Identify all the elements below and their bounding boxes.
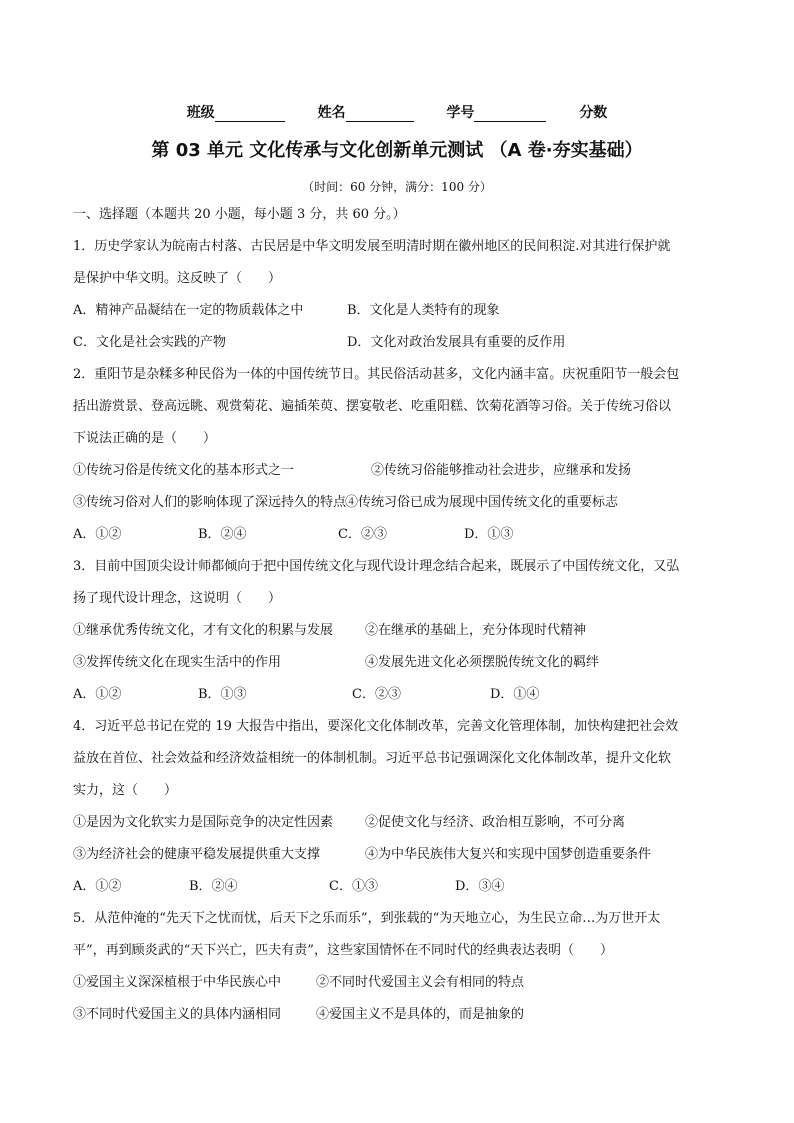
question-1-options-row [73, 333, 723, 353]
question-2-stem-line: 2．重阳节是杂糅多种民俗为一体的中国传统节日。其民俗活动甚多，文化内涵丰富。庆祝重阳节一般会包 [73, 367, 680, 382]
option-c[interactable]: C．文化是社会实践的产物 [73, 335, 226, 350]
question-3-answers-row [73, 685, 723, 705]
question-1-options-row [73, 301, 723, 321]
score-label: 分数 [579, 105, 608, 121]
statement-2: ②促使文化与经济、政治相互影响，不可分离 [365, 815, 626, 830]
score-field [579, 102, 607, 122]
answer-d[interactable]: D．①③ [464, 527, 514, 542]
statement-3: ③发挥传统文化在现实生活中的作用 [73, 655, 282, 670]
statement-4: ④为中华民族伟大复兴和实现中国梦创造重要条件 [365, 847, 652, 862]
student-info-fields [0, 102, 794, 122]
question-3-stem-line: 3．目前中国顶尖设计师都倾向于把中国传统文化与现代设计理念结合起来，既展示了中国传统文化，又弘 [73, 559, 680, 574]
question-4-stem-line: 4．习近平总书记在党的 19 大报告中指出，要深化文化体制改革，完善文化管理体制，加快构建把社会效 [73, 719, 679, 734]
option-a[interactable]: A．精神产品凝结在一定的物质载体之中 [73, 303, 304, 318]
statement-2: ②不同时代爱国主义会有相同的特点 [316, 975, 525, 990]
answer-c[interactable]: C．②③ [352, 687, 401, 702]
question-1-stem-line: 是保护中华文明。这反映了（ ） [73, 271, 282, 286]
question-5-statements-row [73, 1005, 723, 1025]
statement-4: ④爱国主义不是具体的，而是抽象的 [316, 1007, 525, 1022]
student-id-label: 学号 [446, 105, 475, 121]
question-2-statements-row [73, 461, 723, 481]
question-2-statements-row [73, 493, 723, 513]
student-id-field[interactable] [446, 102, 546, 122]
question-5-stem-line: 平”，再到顾炎武的“天下兴亡，匹夫有责”，这些家国情怀在不同时代的经典表达表明（ ） [73, 943, 613, 958]
statement-4: ④发展先进文化必须摆脱传统文化的羁绊 [365, 655, 600, 670]
section-heading: 一、选择题（本题共 20 小题，每小题 3 分，共 60 分。） [73, 207, 406, 222]
question-3-stem-line: 扬了现代设计理念，这说明（ ） [73, 591, 282, 606]
question-4-statements-row [73, 845, 723, 865]
answer-d[interactable]: D．①④ [490, 687, 540, 702]
exam-subtitle: （时间：60 分钟，满分：100 分） [302, 180, 492, 194]
statement-2: ②在继承的基础上，充分体现时代精神 [365, 623, 587, 638]
question-2-stem-line: 下说法正确的是（ ） [73, 431, 217, 446]
statement-3: ③不同时代爱国主义的具体内涵相同 [73, 1007, 282, 1022]
question-list [73, 205, 723, 1037]
question-2-stem-line: 括出游赏景、登高远眺、观赏菊花、遍插茱萸、摆宴敬老、吃重阳糕、饮菊花酒等习俗。关于传统习俗以 [73, 399, 672, 414]
name-blank[interactable] [346, 107, 414, 122]
student-id-blank[interactable] [474, 107, 546, 122]
exam-title: 第 03 单元 文化传承与文化创新单元测试 （A 卷·夯实基础） [151, 140, 643, 161]
question-3-statements-row [73, 621, 723, 641]
name-field[interactable] [318, 102, 414, 122]
statement-1: ①爱国主义深深植根于中华民族心中 [73, 975, 282, 990]
statement-1: ①继承优秀传统文化，才有文化的积累与发展 [73, 623, 334, 638]
answer-a[interactable]: A．①② [73, 879, 122, 894]
class-field[interactable] [187, 102, 285, 122]
answer-c[interactable]: C．②③ [338, 527, 387, 542]
statement-1: ①是因为文化软实力是国际竞争的决定性因素 [73, 815, 334, 830]
option-b[interactable]: B．文化是人类特有的现象 [347, 303, 500, 318]
question-4-stem-line: 实力，这（ ） [73, 783, 178, 798]
question-4-stem-line: 益放在首位、社会效益和经济效益相统一的体制机制。习近平总书记强调深化文化体制改革，提升文化软 [73, 751, 672, 766]
question-2-answers-row [73, 525, 723, 545]
question-5-stem-line: 5．从范仲淹的“先天下之忧而忧，后天下之乐而乐”，到张载的“为天地立心，为生民立命…为万世开太 [73, 911, 661, 926]
answer-a[interactable]: A．①② [73, 687, 122, 702]
question-4-answers-row [73, 877, 723, 897]
statement-1: ①传统习俗是传统文化的基本形式之一 [73, 463, 295, 478]
question-3-statements-row [73, 653, 723, 673]
statement-3: ③为经济社会的健康平稳发展提供重大支撑 [73, 847, 321, 862]
answer-c[interactable]: C．①③ [329, 879, 378, 894]
option-d[interactable]: D．文化对政治发展具有重要的反作用 [347, 335, 566, 350]
question-1-stem-line: 1．历史学家认为皖南古村落、古民居是中华文明发展至明清时期在徽州地区的民间积淀.对其进行保护就 [73, 239, 671, 254]
statement-4: ④传统习俗已成为展现中国传统文化的重要标志 [345, 495, 619, 510]
name-label: 姓名 [317, 105, 346, 121]
answer-d[interactable]: D．③④ [455, 879, 505, 894]
class-label: 班级 [186, 105, 215, 121]
answer-a[interactable]: A．①② [73, 527, 122, 542]
question-4-statements-row [73, 813, 723, 833]
answer-b[interactable]: B．①③ [198, 687, 247, 702]
statement-2: ②传统习俗能够推动社会进步，应继承和发扬 [371, 463, 632, 478]
statement-3: ③传统习俗对人们的影响体现了深远持久的特点 [73, 495, 347, 510]
question-5-statements-row [73, 973, 723, 993]
answer-b[interactable]: B．②④ [198, 527, 247, 542]
answer-b[interactable]: B．②④ [189, 879, 238, 894]
class-blank[interactable] [215, 107, 285, 122]
